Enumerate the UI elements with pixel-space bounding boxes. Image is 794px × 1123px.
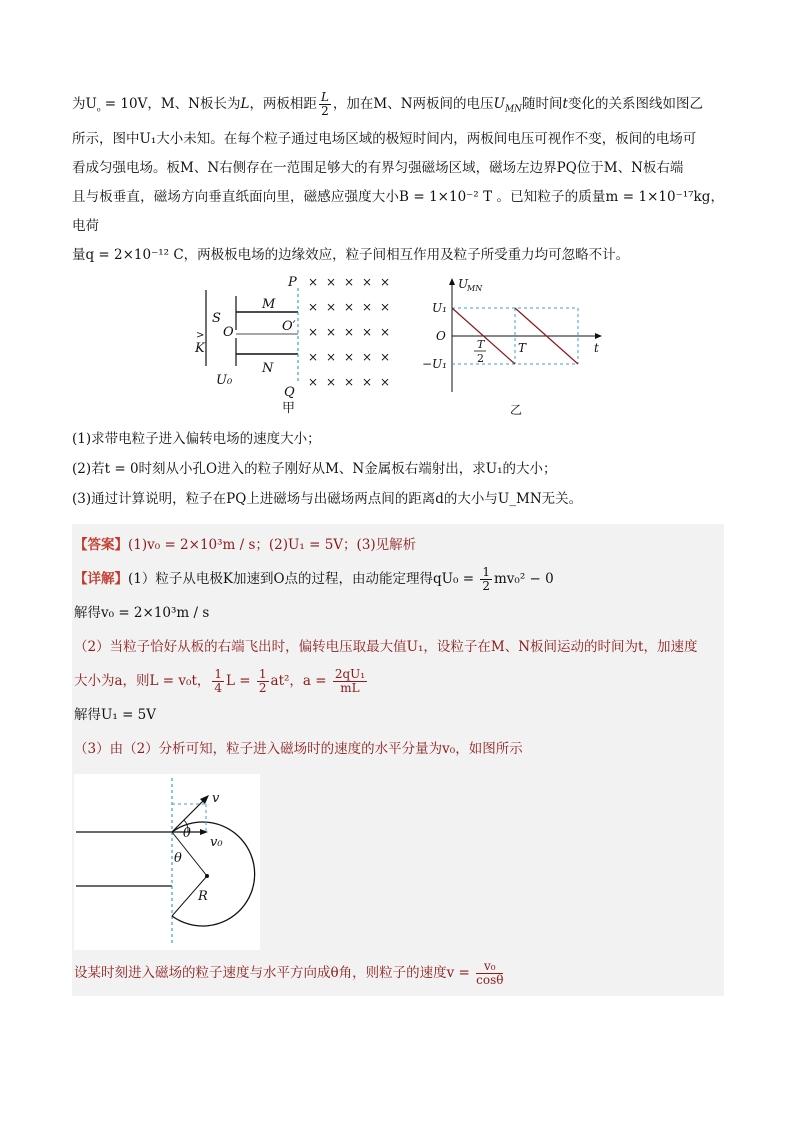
field-cross: × bbox=[308, 374, 319, 389]
question-2: (2)若t = 0时刻从小孔O进入的粒子刚好从M、N金属板右端射出，求U₁的大小； bbox=[72, 460, 557, 477]
tick-neg-U1: −U₁ bbox=[422, 356, 447, 371]
figure-3-wrap bbox=[74, 774, 260, 950]
field-cross: × bbox=[380, 324, 391, 339]
text: ，加在M、N两板间的电压 bbox=[332, 96, 494, 112]
field-cross: × bbox=[308, 324, 319, 339]
label-P: P bbox=[288, 274, 297, 290]
field-cross: × bbox=[308, 349, 319, 364]
field-cross: × bbox=[380, 274, 391, 289]
field-cross: × bbox=[344, 274, 355, 289]
caption-jia: 甲 bbox=[282, 400, 296, 416]
tick-U1: U₁ bbox=[432, 300, 447, 315]
field-cross: × bbox=[362, 324, 373, 339]
fraction-half-2: $\frac{1}{2}$ bbox=[258, 666, 267, 695]
tick-half-den: 2 bbox=[477, 351, 484, 365]
field-cross: × bbox=[362, 374, 373, 389]
caption-yi: 乙 bbox=[510, 402, 523, 417]
fraction-half: $\frac{1}{2}$ bbox=[482, 564, 490, 593]
detail-line-1c: 解得v₀ = 2×10³m / s bbox=[74, 604, 210, 621]
figure-3 bbox=[74, 774, 260, 950]
field-cross: × bbox=[326, 299, 337, 314]
text: U bbox=[493, 96, 505, 112]
text: 随时间 bbox=[522, 96, 563, 112]
label-Q: Q bbox=[284, 384, 295, 400]
text: ，两板相距 bbox=[249, 96, 317, 112]
fraction-v: $\frac{\text{v₀}}{\cos\theta}$ bbox=[476, 958, 504, 987]
field-cross: × bbox=[380, 299, 391, 314]
field-cross: × bbox=[380, 349, 391, 364]
xlabel: t bbox=[594, 340, 599, 355]
field-cross: × bbox=[326, 324, 337, 339]
field-cross: × bbox=[362, 299, 373, 314]
detail-line-3a: （3）由（2）分析可知，粒子进入磁场时的速度的水平分量为v₀，如图所示 bbox=[74, 740, 523, 757]
svg-text:>: > bbox=[196, 329, 205, 341]
question-3: (3)通过计算说明，粒子在PQ上进磁场与出磁场两点间的距离d的大小与U_MN无关。 bbox=[72, 490, 583, 507]
field-cross: × bbox=[344, 349, 355, 364]
label-theta-2: θ bbox=[174, 850, 182, 866]
problem-line-2: 所示，图中U₁大小未知。在每个粒子通过电场区域的极短时间内，两板间电压可视作不变，板间的电场可 bbox=[72, 130, 697, 147]
fraction-L-over-2: $\frac{L}{2}$ bbox=[320, 90, 329, 118]
figure-jia bbox=[190, 274, 410, 424]
detail-tag: 【详解】 bbox=[74, 570, 128, 587]
text: MN bbox=[504, 104, 523, 115]
answer-line bbox=[72, 528, 724, 562]
field-cross: × bbox=[362, 274, 373, 289]
detail-line-2c: 解得U₁ = 5V bbox=[74, 706, 157, 723]
label-v: v bbox=[212, 790, 220, 806]
label-theta-1: θ bbox=[183, 825, 191, 841]
field-cross: × bbox=[326, 374, 337, 389]
label-O-prime: O′ bbox=[282, 318, 296, 334]
field-cross: × bbox=[362, 349, 373, 364]
field-cross: × bbox=[344, 374, 355, 389]
figures-row bbox=[72, 274, 724, 424]
text: = 10V，M、N板长为 bbox=[100, 96, 241, 112]
detail-line-2b: 大小为a，则L = v₀t， $\frac{1}{4}$ L = $\frac{1}{2}$ at²，a = $\frac{\text{2qU₁}}{mL}$ bbox=[74, 666, 366, 695]
text: L bbox=[240, 96, 250, 112]
figure-yi bbox=[418, 274, 608, 424]
problem-line-1 bbox=[72, 90, 724, 125]
ylabel-sub: MN bbox=[467, 283, 483, 293]
field-cross: × bbox=[308, 274, 319, 289]
answer-tag: 【答案】 bbox=[74, 536, 128, 553]
detail-line-3b: 设某时刻进入磁场的粒子速度与水平方向成θ角，则粒子的速度v = $\frac{\text{v₀}}{\cos\theta}$ bbox=[74, 958, 504, 987]
field-cross: × bbox=[344, 299, 355, 314]
fraction-quarter: $\frac{1}{4}$ bbox=[214, 666, 223, 695]
label-v0: v₀ bbox=[210, 834, 223, 850]
field-cross: × bbox=[326, 349, 337, 364]
detail-line-2a: （2）当粒子恰好从板的右端飞出时，偏转电压取最大值U₁，设粒子在M、N板间运动的时间为t，加速度 bbox=[74, 638, 698, 655]
problem-line-4: 且与板垂直，磁场方向垂直纸面向里，磁感应强度大小B = 1×10⁻² T 。已知粒子的质量m = 1×10⁻¹⁷kg，电荷 bbox=[72, 188, 724, 234]
solution-block bbox=[72, 524, 724, 996]
tick-half-num: T bbox=[477, 337, 485, 351]
text: 为U bbox=[72, 96, 97, 112]
label-O: O bbox=[223, 324, 234, 340]
field-cross: × bbox=[326, 274, 337, 289]
label-S: S bbox=[212, 310, 221, 326]
question-1: (1)求带电粒子进入偏转电场的速度大小； bbox=[72, 430, 321, 447]
field-cross: × bbox=[380, 374, 391, 389]
label-M: M bbox=[262, 296, 276, 312]
detail-line-1: 【详解】(1）粒子从电极K加速到O点的过程，由动能定理得qU₀ = $\frac{1}{2}$ mv₀² − 0 bbox=[74, 564, 554, 593]
page bbox=[72, 90, 724, 996]
field-cross: × bbox=[308, 299, 319, 314]
label-K: K bbox=[195, 340, 205, 356]
text: 变化的关系图线如图乙 bbox=[567, 96, 703, 112]
ylabel: U bbox=[458, 276, 469, 291]
fraction-accel: $\frac{\text{2qU₁}}{mL}$ bbox=[334, 666, 366, 695]
problem-line-3: 看成匀强电场。板M、N右侧存在一范围足够大的有界匀强磁场区域，磁场左边界PQ位于M、N板右端 bbox=[72, 159, 684, 176]
answer-text: (1)v₀ = 2×10³m / s；(2)U₁ = 5V；(3)见解析 bbox=[128, 536, 417, 553]
tick-T: T bbox=[518, 340, 527, 355]
field-cross: × bbox=[344, 324, 355, 339]
label-R: R bbox=[198, 888, 208, 904]
text: ₀ bbox=[96, 104, 101, 115]
problem-line-5: 量q = 2×10⁻¹² C，两极板电场的边缘效应，粒子间相互作用及粒子所受重力均可忽略不计。 bbox=[72, 246, 630, 263]
text: t bbox=[562, 96, 568, 112]
label-N: N bbox=[262, 360, 274, 376]
label-U0: U₀ bbox=[216, 372, 233, 388]
origin: O bbox=[436, 328, 446, 343]
